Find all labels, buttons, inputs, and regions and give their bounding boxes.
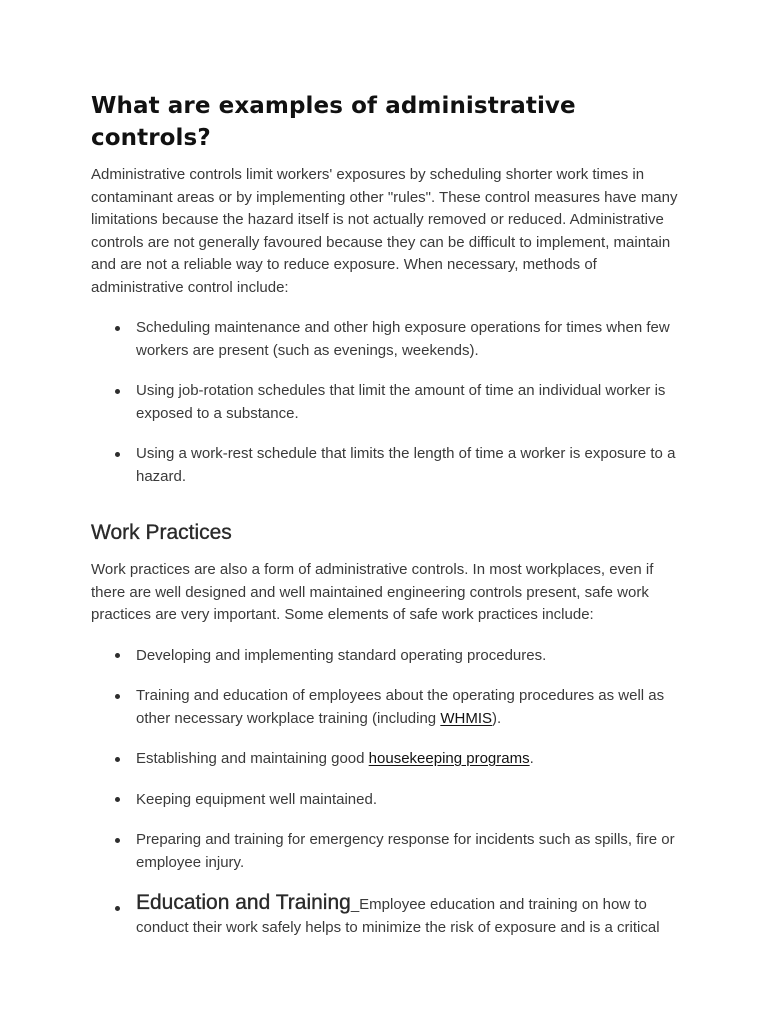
bullet-icon <box>115 797 120 802</box>
list-item-text: Keeping equipment well maintained. <box>136 790 377 808</box>
bullet-icon <box>115 906 120 911</box>
section-heading-work-practices: Work Practices <box>91 521 232 544</box>
bullet-icon <box>115 326 120 331</box>
list-item <box>91 380 683 425</box>
list-item <box>91 317 683 362</box>
list-item <box>91 645 683 668</box>
bullet-icon <box>115 838 120 843</box>
list-item-text-end: . <box>529 750 534 767</box>
list-item-text: Using a work-rest schedule that limits the length of time a worker is exposure to a hazard. <box>136 445 676 485</box>
intro-paragraph: Administrative controls limit workers' exposures by scheduling shorter work times in contaminant areas or by implementing other "rules". These control measures have many limitations because the hazard itself is not actually removed or reduced. Administrative controls are not generally favoured because they can be difficult to implement, maintain and are not a reliable way to reduce exposure. When necessary, methods of administrative control include: <box>91 166 678 296</box>
list-item-text: Training and education of employees about the operating procedures as well as other necessary workplace training (including <box>136 687 665 727</box>
list-item <box>91 685 683 730</box>
list-item-text-end: ). <box>492 709 502 727</box>
bullet-icon <box>115 694 120 699</box>
list-item-text: Using job-rotation schedules that limit the amount of time an individual worker is exposed to a substance. <box>136 382 666 422</box>
list-item-text: Developing and implementing standard operating procedures. <box>136 646 547 664</box>
document-page <box>91 90 683 939</box>
work-practices-paragraph: Work practices are also a form of administrative controls. In most workplaces, even if there are well designed and well maintained engineering controls present, safe work practices are very important. Some elements of safe work practices include: <box>91 561 654 623</box>
admin-methods-list <box>91 317 683 488</box>
list-item <box>91 892 683 939</box>
list-item-text: Establishing and maintaining good <box>136 750 369 767</box>
bullet-icon <box>115 757 120 762</box>
bullet-icon <box>115 653 120 658</box>
bullet-icon <box>115 389 120 394</box>
education-training-label: Education and Training <box>136 891 351 914</box>
work-practices-list <box>91 645 683 940</box>
list-item <box>91 789 683 812</box>
list-item-text: Preparing and training for emergency response for incidents such as spills, fire or employee injury. <box>136 831 675 871</box>
page-title: What are examples of administrative controls? <box>91 93 576 151</box>
list-item <box>91 443 683 488</box>
list-item-text: Scheduling maintenance and other high exposure operations for times when few workers are present (such as evenings, weekends). <box>136 319 670 359</box>
list-item <box>91 829 683 874</box>
bullet-icon <box>115 452 120 457</box>
list-item-text: _Employee education and training on how to conduct their work safely helps to minimize the risk of exposure and is a critical <box>136 896 660 936</box>
housekeeping-programs-link[interactable]: housekeeping programs <box>368 750 530 767</box>
whmis-link[interactable]: WHMIS <box>440 709 492 727</box>
list-item <box>91 748 683 771</box>
